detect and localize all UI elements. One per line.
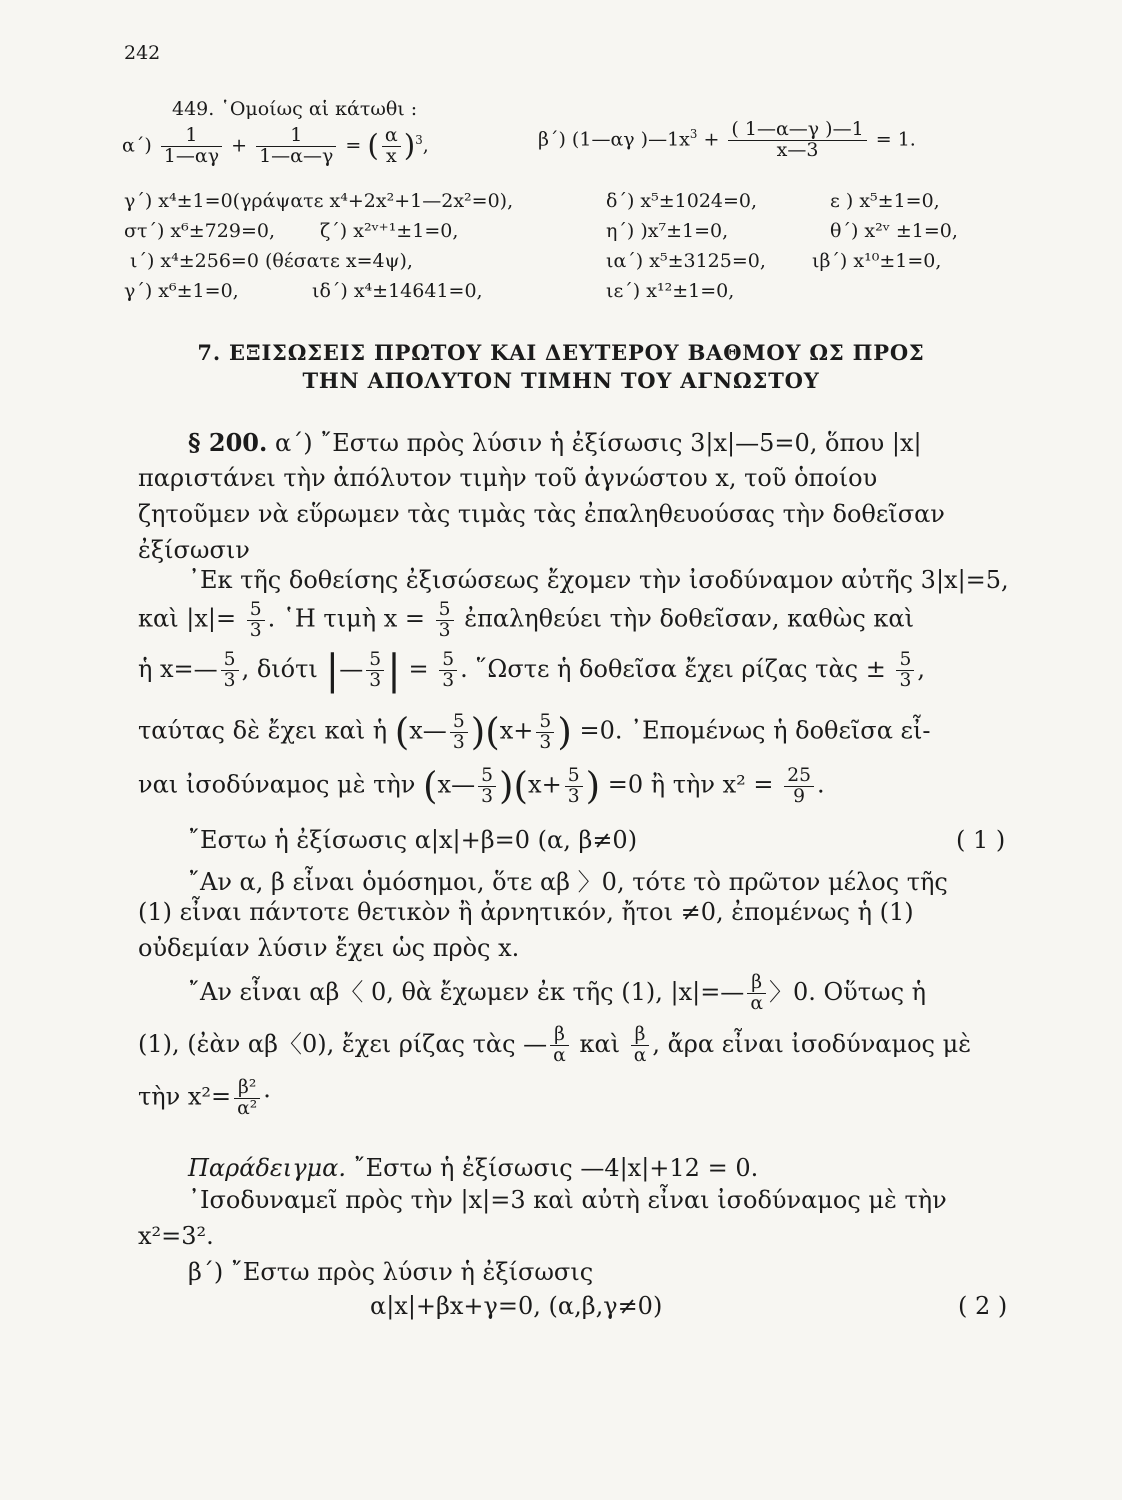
body-line-11: ῎Αν α, β εἶναι ὁμόσημοι, ὅτε αβ 〉0, τότε τὸ πρῶτον μέλος τῆς — [188, 868, 948, 896]
fraction: $\frac{\text{β²}}{\text{α²}}$ — [234, 1078, 260, 1118]
exercise-row-3-col-2: ια΄) x⁵±3125=0, — [606, 250, 766, 272]
exercise-a-label: α΄) — [122, 134, 152, 157]
example-line: Παράδειγμα. ῎Εστω ἡ ἐξίσωσις —4|x|+12 = 0. — [188, 1154, 759, 1182]
body-line-12: (1) εἶναι πάντοτε θετικὸν ἢ ἀρνητικόν, ἤτοι ≠0, ἐπομένως ἡ (1) — [138, 898, 914, 926]
section-title-line-1: 7. ΕΞΙΣΩΣΕΙΣ ΠΡΩΤΟΥ ΚΑΙ ΔΕΥΤΕΡΟΥ ΒΑΘΜΟΥ ΩΣ ΠΡΟΣ — [197, 340, 925, 365]
page-number: 242 — [124, 42, 161, 64]
paragraph-200-line-3: ζητοῦμεν νὰ εὕρωμεν τὰς τιμὰς τὰς ἐπαληθευούσας τὴν δοθεῖσαν — [138, 500, 945, 528]
fraction: $\frac{5}{3}$ — [247, 600, 265, 640]
paragraph-200-line-1: § 200. α΄) ῎Εστω πρὸς λύσιν ἡ ἐξίσωσις 3|x|—5=0, ὅπου |x| — [188, 428, 922, 457]
exercise-row-3-col-1: ι΄) x⁴±256=0 (θέσατε x=4ψ), — [130, 250, 413, 272]
fraction: $\frac{5}{3}$ — [536, 712, 554, 752]
body-line-14: ῎Αν εἶναι αβ〈 0, θὰ ἔχωμεν ἐκ τῆς (1), |x|=— $\frac{\beta}{\alpha}$ 〉0. Οὕτως ἡ — [188, 972, 927, 1014]
fraction: $\frac{1}{1—\alpha\gamma}$ — [161, 126, 222, 167]
fraction: $\frac{( 1—\alpha—\gamma )—1}{x—3}$ — [728, 120, 866, 161]
equation-number-1: ( 1 ) — [956, 826, 1006, 854]
fraction: $\frac{5}{3}$ — [450, 712, 468, 752]
exercise-row-4-col-2: ιε΄) x¹²±1=0, — [606, 280, 735, 302]
body-line-18: ᾿Ισοδυναμεῖ πρὸς τὴν |x|=3 καὶ αὐτὴ εἶναι ἰσοδύναμος μὲ τὴν — [188, 1186, 947, 1214]
fraction: $\frac{5}{3}$ — [896, 650, 914, 690]
equation-number-2: ( 2 ) — [958, 1292, 1008, 1320]
exercise-row-2-col-3: θ΄) x²ᵛ ±1=0, — [830, 220, 958, 242]
exercise-row-2-col-1b: ζ΄) x²ᵛ⁺¹±1=0, — [320, 220, 459, 242]
body-line-9: ναι ἰσοδύναμος μὲ τὴν (x— $\frac{5}{3}$ )(x+ $\frac{5}{3}$ ) =0 ἢ τὴν x² = $\frac{25}{9}$ . — [138, 763, 825, 808]
exercise-row-1-col-2: δ΄) x⁵±1024=0, — [606, 190, 758, 212]
body-line-6: καὶ |x|= $\frac{5}{3}$ . ῾Η τιμὴ x = $\frac{5}{3}$ ἐπαληθεύει τὴν δοθεῖσαν, καθὼς καὶ — [138, 599, 914, 641]
exercise-a: α΄) $\frac{1}{1—\alpha\gamma}$ + $\frac{1}{1—\alpha—\gamma}$ = ( $\frac{\alpha}{x}$ )$^3$, — [122, 124, 429, 167]
fraction: $\frac{1}{1—\alpha—\gamma}$ — [256, 126, 336, 167]
exercise-row-4-col-1b: ιδ΄) x⁴±14641=0, — [312, 280, 483, 302]
exercise-row-4-col-1: γ΄) x⁶±1=0, — [124, 280, 239, 302]
fraction: $\frac{5}{3}$ — [366, 650, 384, 690]
fraction: $\frac{5}{3}$ — [478, 766, 496, 806]
paragraph-200-line-4: ἐξίσωσιν — [138, 536, 250, 564]
fraction: $\frac{\alpha}{x}$ — [382, 126, 401, 167]
fraction: $\frac{25}{9}$ — [784, 766, 814, 806]
body-line-10: ῎Εστω ἡ ἐξίσωσις α|x|+β=0 (α, β≠0) — [188, 826, 638, 854]
exercise-heading: 449. ῾Ομοίως αἱ κάτωθι : — [172, 98, 418, 120]
body-line-15: (1), (ἐὰν αβ〈0), ἔχει ρίζας τὰς — $\frac{\beta}{\alpha}$ καὶ $\frac{\beta}{\alpha}$ , ἄρα εἶναι ἰσοδύναμος μὲ — [138, 1024, 972, 1066]
section-title-line-2: ΤΗΝ ΑΠΟΛΥΤΟΝ ΤΙΜΗΝ ΤΟΥ ΑΓΝΩΣΤΟΥ — [302, 368, 820, 393]
body-line-8: ταύτας δὲ ἔχει καὶ ἡ (x— $\frac{5}{3}$ )(x+ $\frac{5}{3}$ ) =0. ᾿Επομένως ἡ δοθεῖσα εἶ- — [138, 709, 931, 754]
body-line-21: α|x|+βx+γ=0, (α,β,γ≠0) — [370, 1292, 663, 1320]
body-line-13: οὐδεμίαν λύσιν ἔχει ὡς πρὸς x. — [138, 934, 520, 962]
paragraph-200-line-2: παριστάνει τὴν ἀπόλυτον τιμὴν τοῦ ἀγνώστου x, τοῦ ὁποίου — [138, 464, 878, 492]
body-line-16: τὴν x²= $\frac{\text{β²}}{\text{α²}}$ · — [138, 1077, 271, 1119]
paragraph-number: § 200. — [188, 428, 268, 457]
exercise-b: β΄) (1—αγ )$—1x^3$ + $\frac{( 1—\alpha—\gamma )—1}{x—3}$ = 1. — [538, 118, 916, 161]
fraction: $\frac{\beta}{\alpha}$ — [631, 1025, 650, 1065]
exercise-row-1-col-1: γ΄) x⁴±1=0(γράψατε x⁴+2x²+1—2x²=0), — [124, 190, 514, 212]
body-line-19: x²=3². — [138, 1222, 214, 1250]
exercise-row-2-col-2: η΄) )x⁷±1=0, — [606, 220, 729, 242]
exercise-b-label: β΄) (1—αγ )— — [538, 128, 668, 151]
body-line-7: ἡ x=— $\frac{5}{3}$ , διότι |— $\frac{5}{3}$ | = $\frac{5}{3}$ . ῞Ωστε ἡ δοθεῖσα ἔχει ρίζας τὰς ± $\frac{5}{3}$ , — [138, 646, 926, 694]
body-line-20: β΄) ῎Εστω πρὸς λύσιν ἡ ἐξίσωσις — [188, 1258, 594, 1286]
fraction: $\frac{5}{3}$ — [221, 650, 239, 690]
exercise-row-3-col-3: ιβ΄) x¹⁰±1=0, — [812, 250, 942, 272]
example-label: Παράδειγμα. — [188, 1154, 346, 1182]
fraction: $\frac{5}{3}$ — [565, 766, 583, 806]
fraction: $\frac{\beta}{\alpha}$ — [550, 1025, 569, 1065]
exercise-row-2-col-1: στ΄) x⁶±729=0, — [124, 220, 275, 242]
exercise-row-1-col-3: ε ) x⁵±1=0, — [830, 190, 940, 212]
fraction: $\frac{5}{3}$ — [439, 650, 457, 690]
fraction: $\frac{5}{3}$ — [436, 600, 454, 640]
fraction: $\frac{\beta}{\alpha}$ — [747, 973, 766, 1013]
body-line-5: ᾿Εκ τῆς δοθείσης ἐξισώσεως ἔχομεν τὴν ἰσοδύναμον αὐτῆς 3|x|=5, — [188, 566, 1009, 594]
